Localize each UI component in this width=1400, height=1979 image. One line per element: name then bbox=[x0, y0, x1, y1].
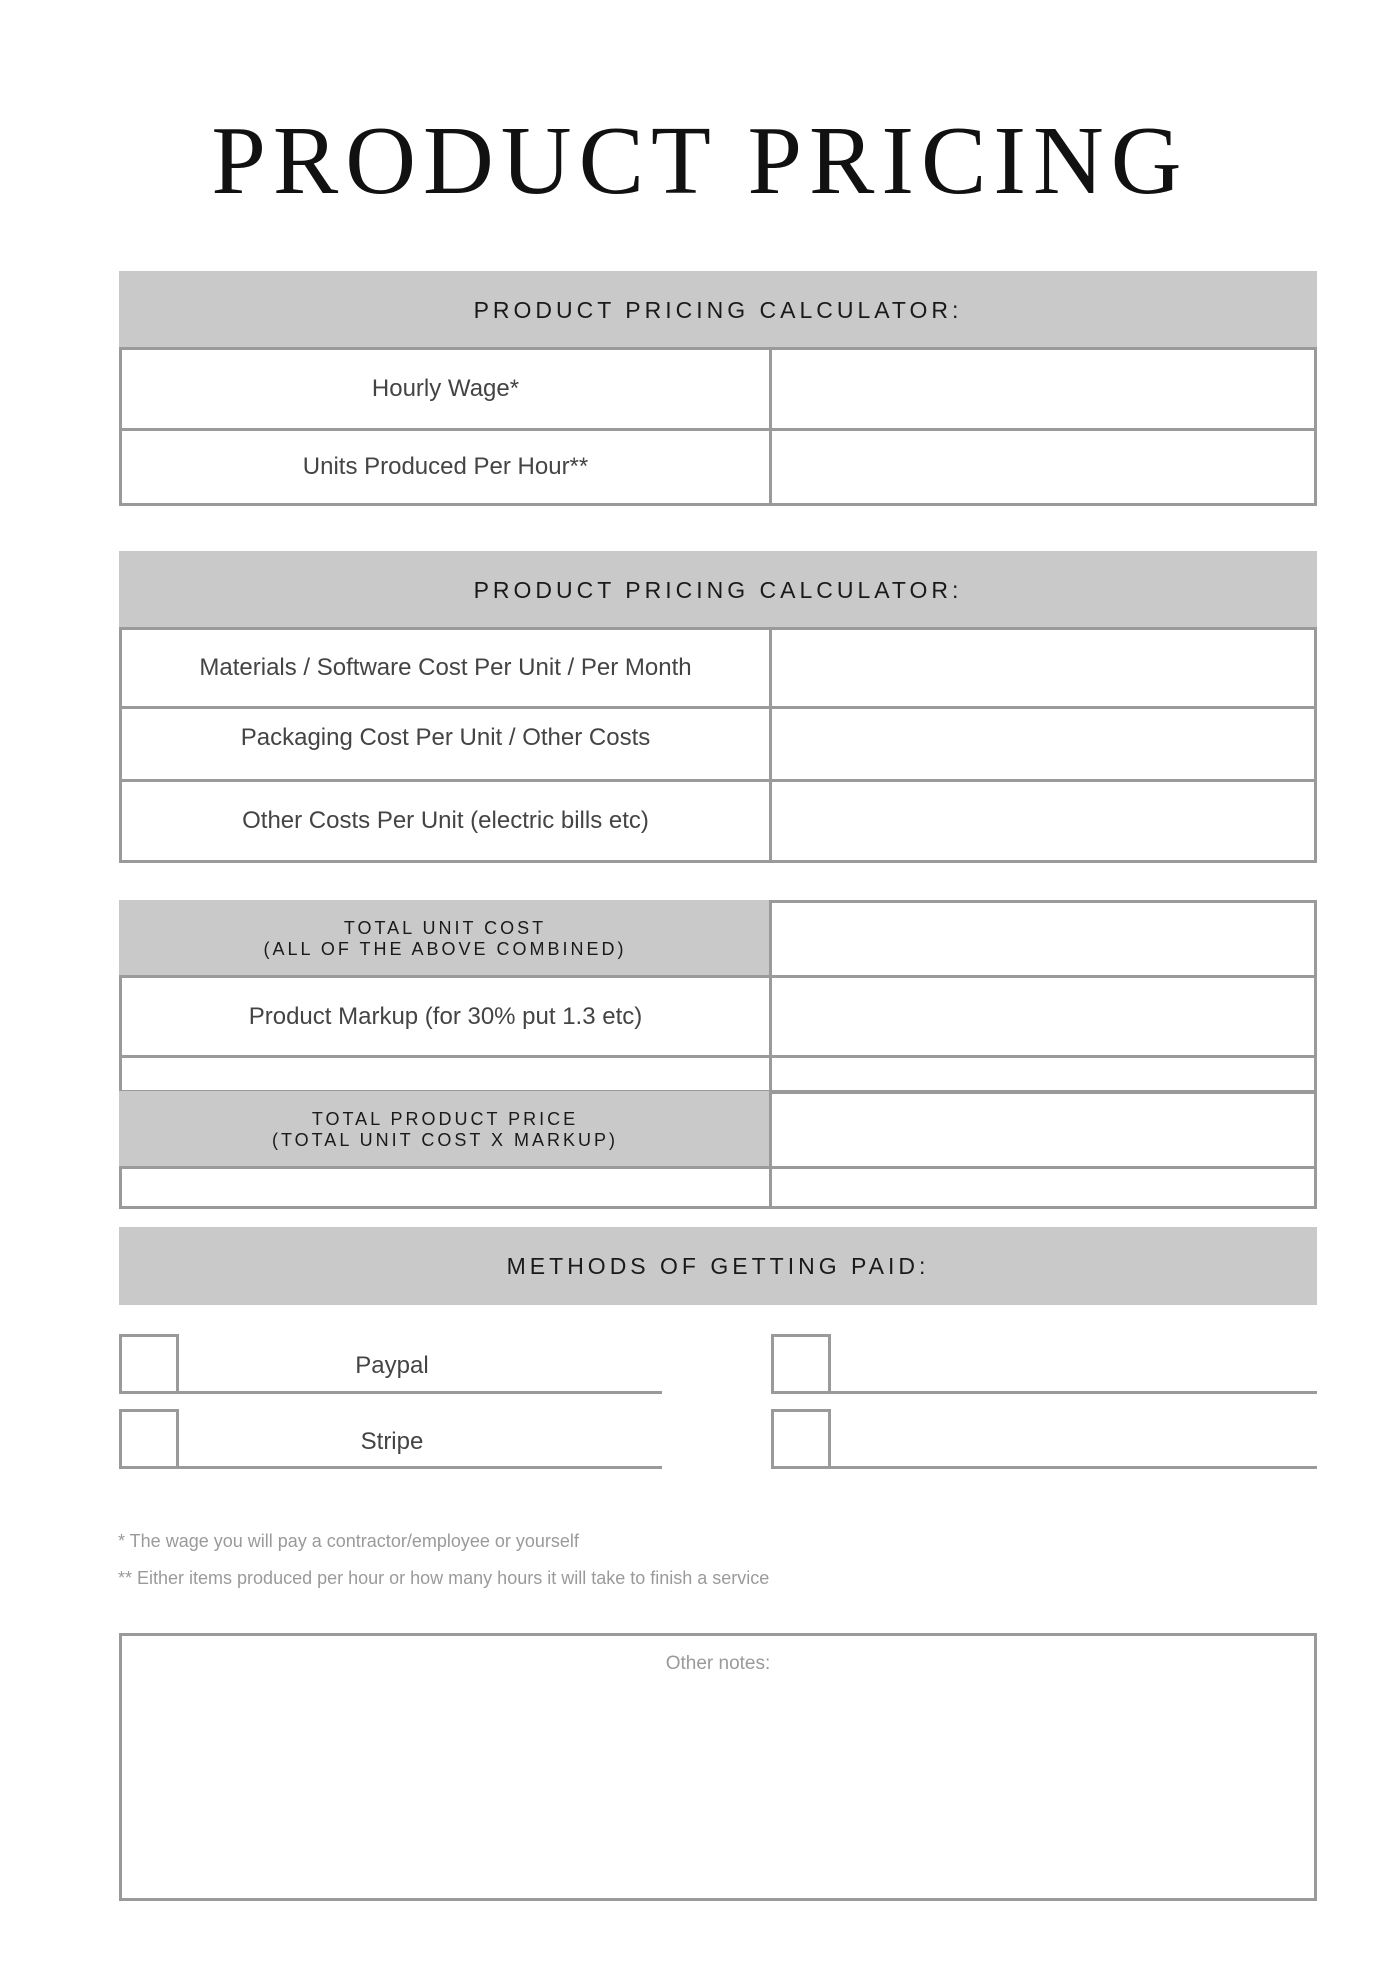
total-unit-cost-title: TOTAL UNIT COST bbox=[343, 918, 547, 938]
packaging-cost-input[interactable] bbox=[769, 706, 1317, 782]
materials-cost-input[interactable] bbox=[769, 627, 1317, 709]
hourly-wage-label: Hourly Wage* bbox=[119, 347, 772, 431]
packaging-cost-label: Packaging Cost Per Unit / Other Costs bbox=[119, 706, 772, 782]
custom-method-1-checkbox[interactable] bbox=[771, 1334, 831, 1394]
total-product-price-subtitle: (TOTAL UNIT COST X MARKUP) bbox=[271, 1130, 619, 1150]
footnote-wage: * The wage you will pay a contractor/employee or yourself bbox=[118, 1531, 579, 1551]
custom-method-2-line[interactable] bbox=[829, 1466, 1317, 1469]
payment-methods-header: METHODS OF GETTING PAID: bbox=[119, 1227, 1317, 1305]
bottom-row-right bbox=[769, 1166, 1317, 1209]
footnote-units: ** Either items produced per hour or how many hours it will take to finish a service bbox=[118, 1568, 770, 1588]
paypal-line bbox=[177, 1391, 662, 1394]
calculator-2-header: PRODUCT PRICING CALCULATOR: bbox=[119, 551, 1317, 629]
spacer-row-left bbox=[119, 1055, 772, 1093]
stripe-checkbox[interactable] bbox=[119, 1409, 179, 1469]
materials-cost-label: Materials / Software Cost Per Unit / Per Month bbox=[119, 627, 772, 709]
paypal-label: Paypal bbox=[355, 1352, 429, 1379]
custom-method-1-line[interactable] bbox=[829, 1391, 1317, 1394]
markup-label: Product Markup (for 30% put 1.3 etc) bbox=[119, 975, 772, 1058]
custom-method-2-checkbox[interactable] bbox=[771, 1409, 831, 1469]
total-product-price-title: TOTAL PRODUCT PRICE bbox=[311, 1109, 579, 1129]
notes-label: Other notes: bbox=[665, 1653, 771, 1674]
calculator-1-header: PRODUCT PRICING CALCULATOR: bbox=[119, 271, 1317, 349]
stripe-label: Stripe bbox=[360, 1428, 424, 1455]
page-title: PRODUCT PRICING bbox=[211, 107, 1189, 215]
hourly-wage-input[interactable] bbox=[769, 347, 1317, 431]
units-per-hour-input[interactable] bbox=[769, 428, 1317, 506]
spacer-row-right bbox=[769, 1055, 1317, 1093]
total-product-price-input[interactable] bbox=[769, 1091, 1317, 1169]
paypal-checkbox[interactable] bbox=[119, 1334, 179, 1394]
other-costs-input[interactable] bbox=[769, 779, 1317, 863]
units-per-hour-label: Units Produced Per Hour** bbox=[119, 428, 772, 506]
total-unit-cost-subtitle: (ALL OF THE ABOVE COMBINED) bbox=[263, 939, 627, 959]
bottom-row-left bbox=[119, 1166, 772, 1209]
other-costs-label: Other Costs Per Unit (electric bills etc) bbox=[119, 779, 772, 863]
total-product-price-header bbox=[119, 1091, 771, 1169]
total-unit-cost-input[interactable] bbox=[769, 900, 1317, 978]
stripe-line bbox=[177, 1466, 662, 1469]
markup-input[interactable] bbox=[769, 975, 1317, 1058]
total-unit-cost-header bbox=[119, 900, 771, 978]
